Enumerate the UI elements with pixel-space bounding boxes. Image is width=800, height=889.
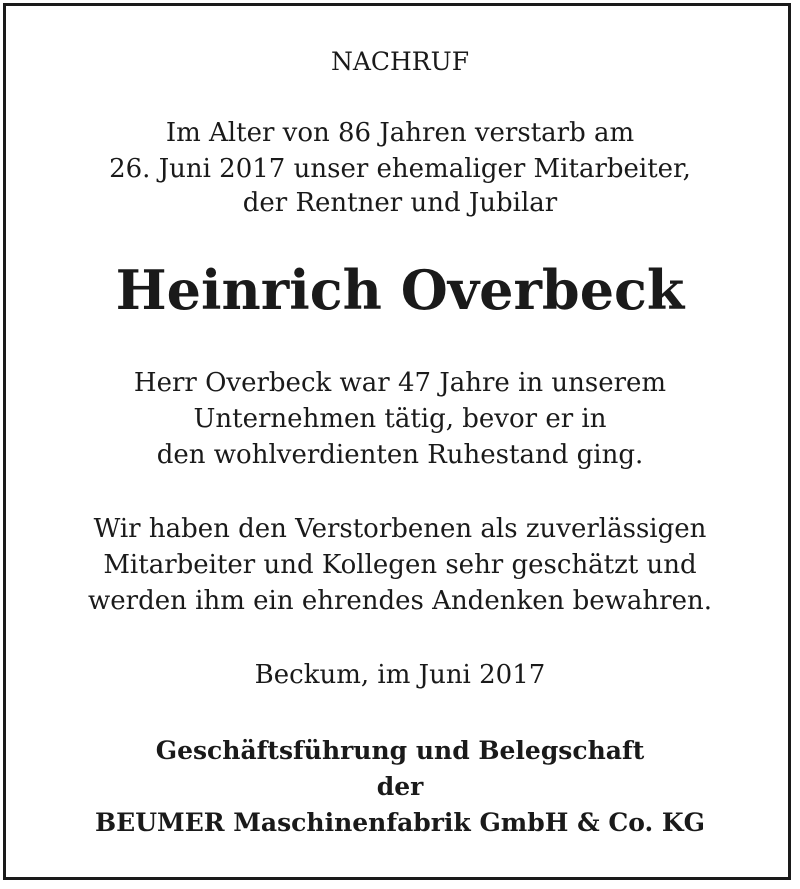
tribute-line-1: Wir haben den Verstorbenen als zuverlässigen [93, 514, 707, 544]
tenure-line-1: Herr Overbeck war 47 Jahre in unserem [133, 368, 667, 398]
intro-line-2: 26. Juni 2017 unser ehemaliger Mitarbeiter, [109, 154, 691, 184]
notice-heading: NACHRUF [330, 47, 470, 76]
tenure-line-3: den wohlverdienten Ruhestand ging. [156, 440, 644, 470]
tenure-line-2: Unternehmen tätig, bevor er in [193, 404, 607, 434]
place-date: Beckum, im Juni 2017 [254, 660, 546, 690]
tribute-line-3: werden ihm ein ehrendes Andenken bewahren. [88, 586, 712, 616]
intro-line-1: Im Alter von 86 Jahren verstarb am [165, 118, 635, 148]
signature-line-2: der [376, 772, 424, 801]
deceased-name: Heinrich Overbeck [115, 258, 685, 322]
tribute-line-2: Mitarbeiter und Kollegen sehr geschätzt und [103, 550, 697, 580]
signature-company: BEUMER Maschinenfabrik GmbH & Co. KG [95, 808, 705, 837]
signature-line-1: Geschäftsführung und Belegschaft [155, 736, 645, 765]
intro-line-3: der Rentner und Jubilar [242, 188, 558, 218]
